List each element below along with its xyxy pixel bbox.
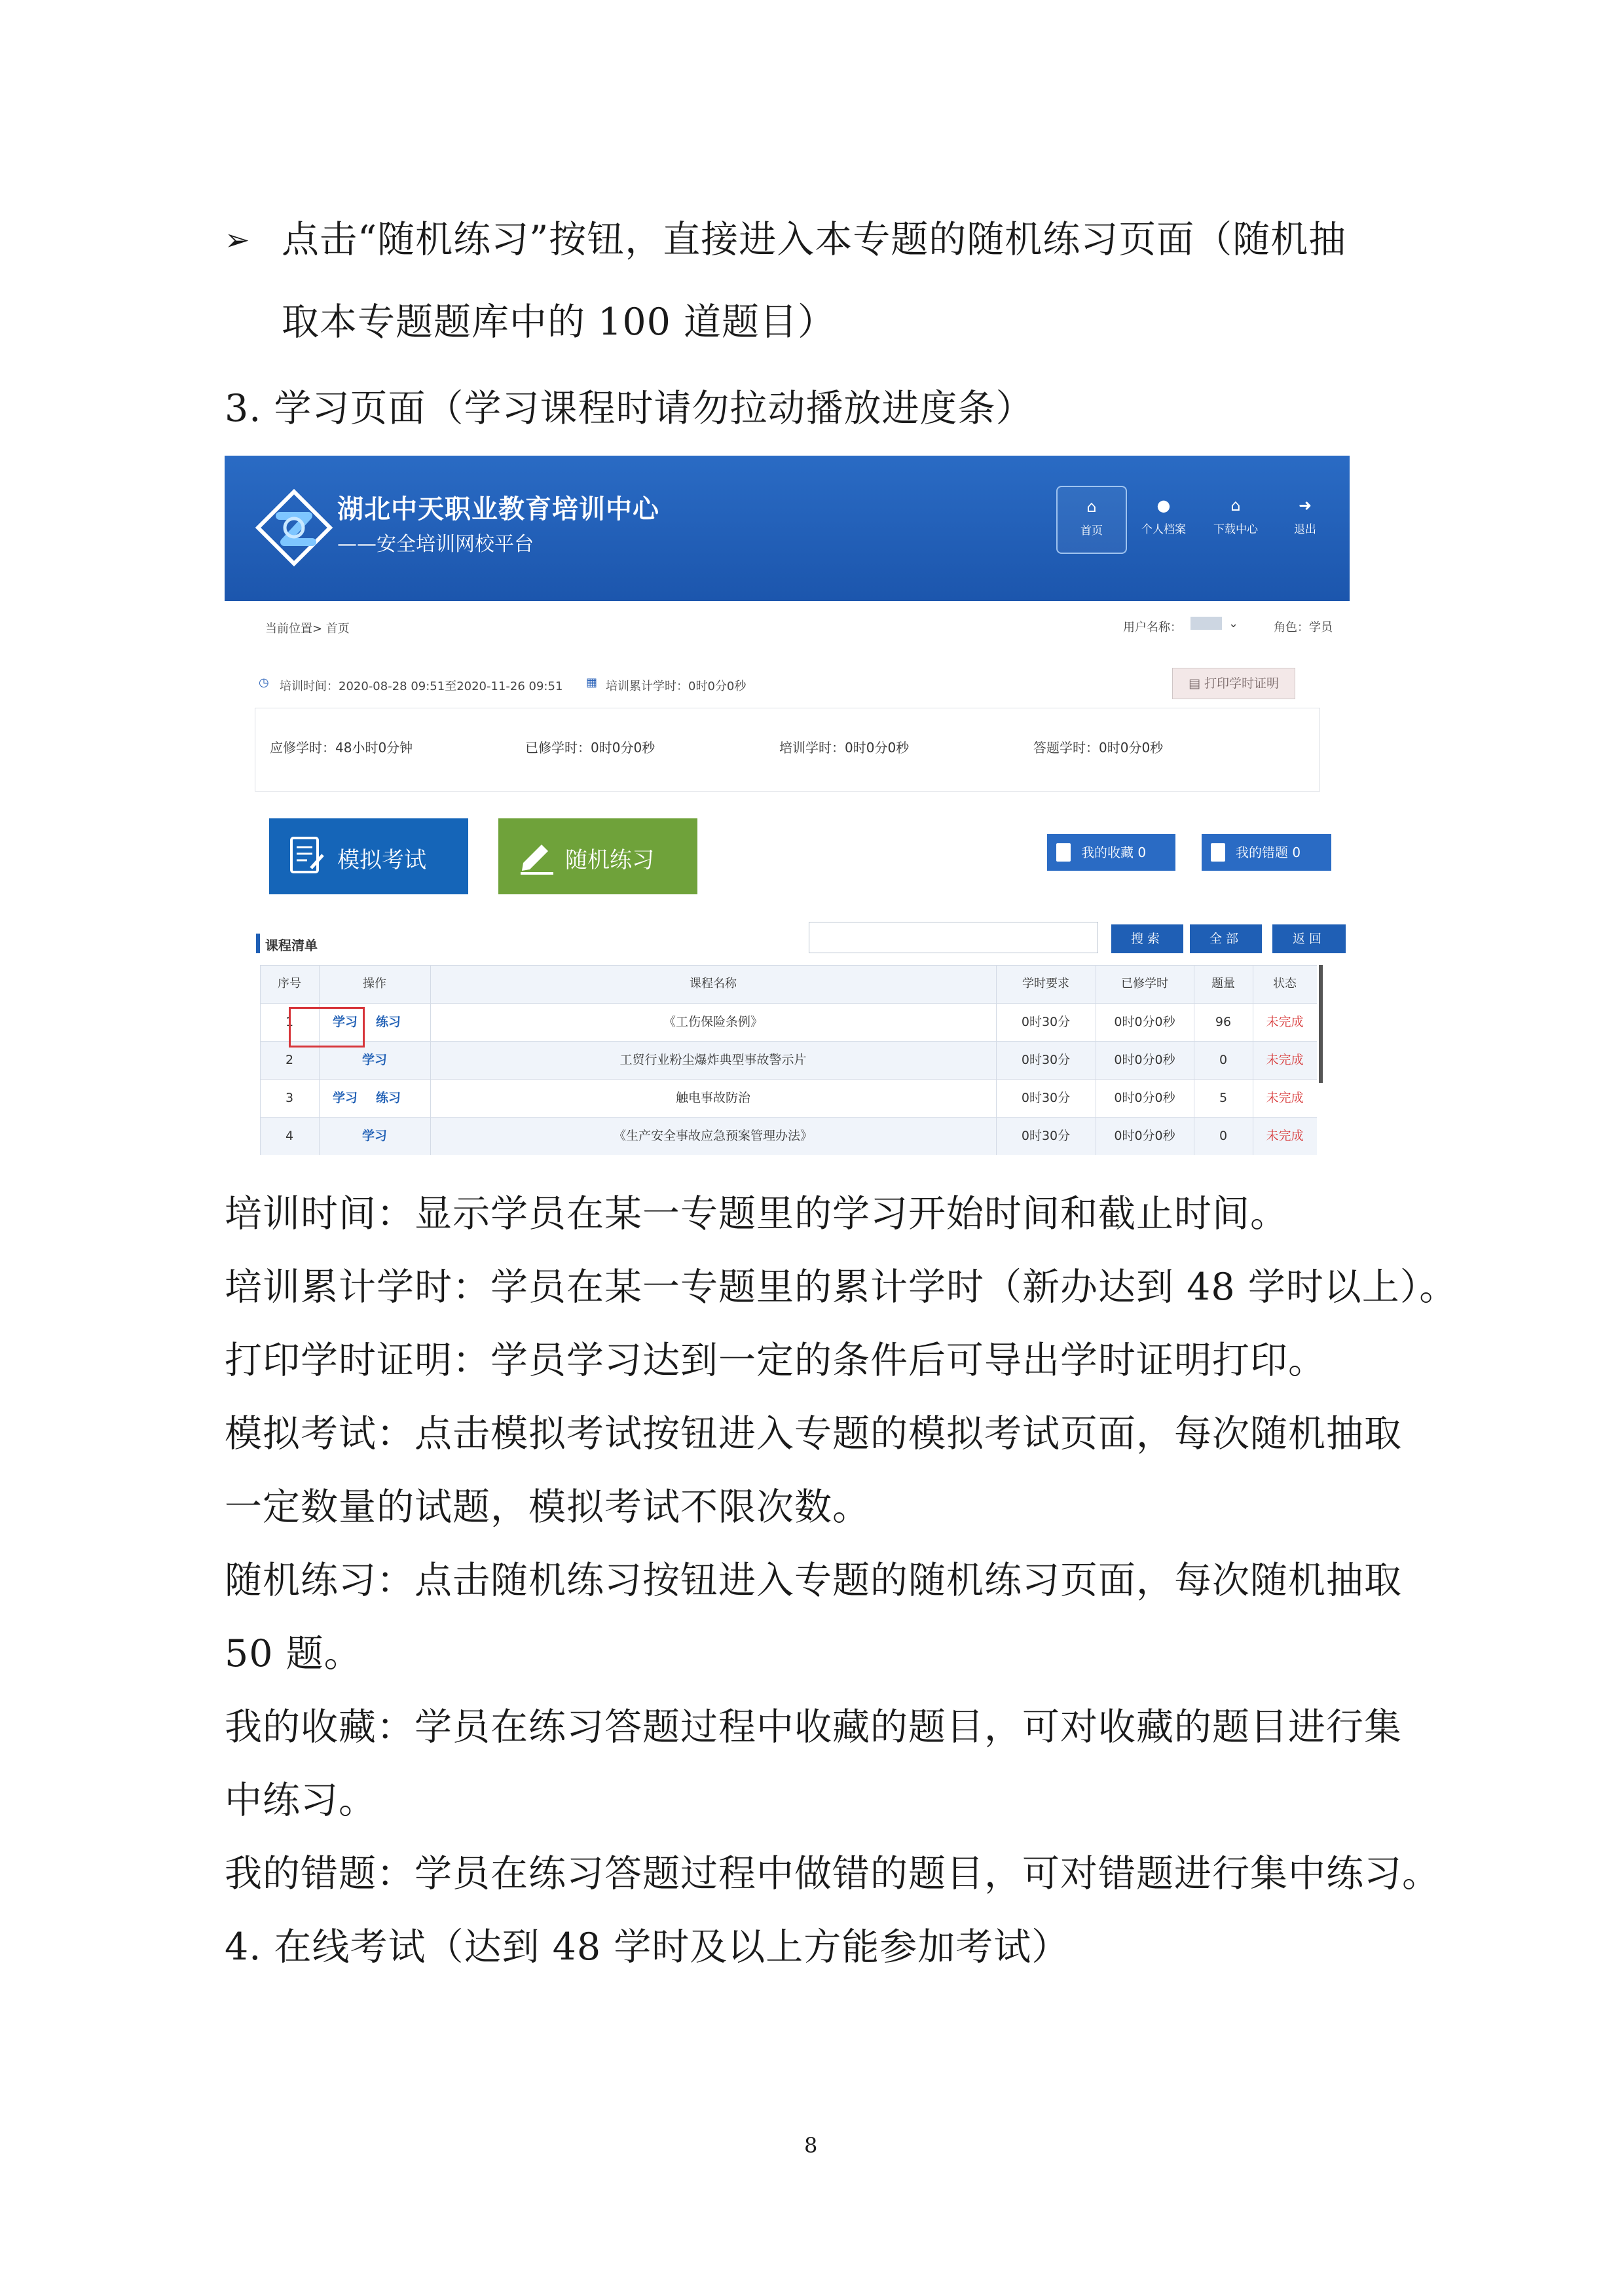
required-time: 0时30分: [1021, 1053, 1071, 1067]
row-no: 2: [285, 1053, 294, 1067]
intro-line-1: 点击“随机练习”按钮，直接进入本专题的随机练习页面（随机抽: [282, 218, 1347, 261]
back-button[interactable]: 返回: [1272, 924, 1346, 953]
clock-icon: ◷: [259, 676, 269, 689]
question-count: 5: [1219, 1091, 1228, 1105]
bookmark-icon: [1056, 843, 1071, 862]
stats-icon: ▦: [586, 676, 598, 689]
random-practice-label: 随机练习: [565, 847, 654, 873]
practice-link[interactable]: 练习: [375, 1091, 401, 1105]
table-gridline: [260, 965, 1317, 966]
my-mistakes-label: 我的错题 0: [1236, 845, 1301, 860]
required-time: 0时30分: [1021, 1129, 1071, 1143]
col-header-status: 状态: [1273, 977, 1297, 991]
desc-mock-exam-2: 一定数量的试题，模拟考试不限次数。: [225, 1485, 870, 1529]
bullet-arrow-icon: ➢: [225, 222, 250, 257]
search-input[interactable]: [809, 922, 1098, 953]
nav-profile[interactable]: [1130, 486, 1198, 551]
table-gridline: [260, 1079, 1317, 1080]
table-gridline: [996, 965, 997, 1155]
desc-favorites-1: 我的收藏：学员在练习答题过程中收藏的题目，可对收藏的题目进行集: [225, 1705, 1402, 1749]
required-time: 0时30分: [1021, 1015, 1071, 1029]
course-name: 触电事故防治: [675, 1091, 750, 1105]
table-gridline: [260, 965, 261, 1155]
completed-time: 0时0分0秒: [1114, 1015, 1175, 1029]
question-count: 96: [1215, 1015, 1232, 1029]
bookmark-icon: [1211, 843, 1225, 862]
status-badge: 未完成: [1266, 1129, 1304, 1143]
col-header-done: 已修学时: [1121, 977, 1168, 991]
course-name: 《生产安全事故应急预案管理办法》: [613, 1129, 813, 1143]
intro-line-2: 取本专题题库中的 100 道题目）: [282, 301, 836, 344]
completed-time: 0时0分0秒: [1114, 1053, 1175, 1067]
training-time: 培训时间：2020-08-28 09:51至2020-11-26 09:51: [280, 680, 563, 693]
desc-mock-exam-1: 模拟考试：点击模拟考试按钮进入专题的模拟考试页面，每次随机抽取: [225, 1412, 1402, 1455]
col-header-action: 操作: [363, 977, 386, 991]
desc-mistakes: 我的错题：学员在练习答题过程中做错的题目，可对错题进行集中练习。: [225, 1852, 1440, 1895]
col-header-count: 题量: [1211, 977, 1235, 991]
breadcrumb: 当前位置> 首页: [265, 622, 350, 636]
exam-paper-icon: [287, 835, 327, 877]
my-favorites-button[interactable]: [1047, 834, 1175, 871]
nav-logout[interactable]: [1271, 486, 1339, 551]
row-no: 4: [285, 1129, 294, 1143]
study-link[interactable]: 学习: [361, 1053, 387, 1067]
search-button[interactable]: 搜索: [1111, 924, 1183, 953]
study-link-highlight: [289, 1007, 365, 1048]
col-header-no: 序号: [278, 977, 301, 991]
course-name: 工贸行业粉尘爆炸典型事故警示片: [619, 1053, 807, 1067]
user-icon: ●: [1156, 496, 1171, 515]
course-list-title: 课程清单: [265, 938, 318, 953]
status-badge: 未完成: [1266, 1091, 1304, 1105]
table-gridline: [260, 1003, 1317, 1004]
user-name-redacted: [1190, 617, 1222, 630]
table-row: [260, 1079, 1317, 1117]
print-certificate-label: 打印学时证明: [1204, 676, 1279, 691]
site-subtitle: ——安全培训网校平台: [337, 533, 534, 556]
table-header-row: [260, 965, 1317, 1003]
mock-exam-button[interactable]: [269, 818, 468, 894]
desc-training-time: 培训时间：显示学员在某一专题里的学习开始时间和截止时间。: [225, 1192, 1288, 1235]
role-label: 角色：学员: [1274, 621, 1333, 634]
learning-page-screenshot: [225, 456, 1350, 1166]
pencil-icon: [517, 837, 557, 876]
table-scrollbar[interactable]: [1319, 965, 1323, 1083]
question-count: 0: [1219, 1053, 1228, 1067]
print-certificate-button[interactable]: [1172, 668, 1295, 699]
required-hours: 应修学时：48小时0分钟: [270, 740, 413, 756]
completed-hours: 已修学时：0时0分0秒: [525, 740, 655, 756]
nav-logout-label: 退出: [1294, 523, 1316, 536]
section-3-heading: 3. 学习页面（学习课程时请勿拉动播放进度条）: [225, 387, 1034, 430]
section-4-heading: 4. 在线考试（达到 48 学时及以上方能参加考试）: [225, 1925, 1070, 1969]
logout-icon: ➜: [1298, 496, 1312, 515]
table-gridline: [260, 1117, 1317, 1118]
completed-time: 0时0分0秒: [1114, 1129, 1175, 1143]
all-button[interactable]: 全部: [1190, 924, 1262, 953]
completed-time: 0时0分0秒: [1114, 1091, 1175, 1105]
row-no: 1: [285, 1015, 294, 1029]
my-mistakes-button[interactable]: [1202, 834, 1331, 871]
table-row: [260, 1117, 1317, 1155]
random-practice-button[interactable]: [498, 818, 697, 894]
printer-icon: ▤: [1188, 676, 1204, 691]
training-hours: 培训学时：0时0分0秒: [779, 740, 910, 756]
nav-download-label: 下载中心: [1213, 523, 1258, 536]
table-gridline: [430, 965, 431, 1155]
download-icon: ⌂: [1230, 496, 1241, 515]
user-name-label: 用户名称：: [1123, 621, 1182, 634]
nav-home-label: 首页: [1080, 524, 1103, 538]
table-row: [260, 1041, 1317, 1079]
my-favorites-label: 我的收藏 0: [1081, 845, 1147, 860]
question-count: 0: [1219, 1129, 1228, 1143]
logo-icon: [255, 488, 333, 567]
mock-exam-label: 模拟考试: [337, 847, 426, 873]
header-banner: [225, 456, 1350, 601]
desc-favorites-2: 中练习。: [225, 1779, 377, 1822]
table-gridline: [319, 965, 320, 1155]
table-gridline: [260, 1041, 1317, 1042]
page-number: 8: [804, 2133, 818, 2158]
nav-home[interactable]: [1056, 486, 1127, 554]
answer-hours: 答题学时：0时0分0秒: [1033, 740, 1164, 756]
table-row: [260, 1003, 1317, 1041]
site-title: 湖北中天职业教育培训中心: [337, 494, 659, 524]
status-badge: 未完成: [1266, 1015, 1304, 1029]
cumulative-hours: 培训累计学时：0时0分0秒: [606, 680, 747, 693]
home-icon: ⌂: [1086, 498, 1097, 516]
desc-random-practice-1: 随机练习：点击随机练习按钮进入专题的随机练习页面，每次随机抽取: [225, 1559, 1402, 1602]
status-badge: 未完成: [1266, 1053, 1304, 1067]
user-dropdown-icon[interactable]: ⌄: [1228, 617, 1239, 630]
row-no: 3: [285, 1091, 294, 1105]
stats-panel: [255, 708, 1320, 792]
study-link[interactable]: 学习: [332, 1091, 358, 1105]
col-header-name: 课程名称: [690, 977, 737, 991]
required-time: 0时30分: [1021, 1091, 1071, 1105]
nav-download[interactable]: [1202, 486, 1270, 551]
col-header-req: 学时要求: [1022, 977, 1069, 991]
desc-cumulative-hours: 培训累计学时：学员在某一专题里的累计学时（新办达到 48 学时以上）。: [225, 1266, 1458, 1309]
course-name: 《工伤保险条例》: [663, 1015, 763, 1029]
practice-link[interactable]: 练习: [375, 1015, 401, 1029]
nav-profile-label: 个人档案: [1141, 523, 1186, 536]
list-title-marker: [256, 934, 260, 953]
desc-random-practice-2: 50 题。: [225, 1632, 362, 1675]
study-link[interactable]: 学习: [361, 1129, 387, 1143]
study-link[interactable]: 学习: [332, 1015, 358, 1029]
desc-print-certificate: 打印学时证明：学员学习达到一定的条件后可导出学时证明打印。: [225, 1339, 1326, 1382]
